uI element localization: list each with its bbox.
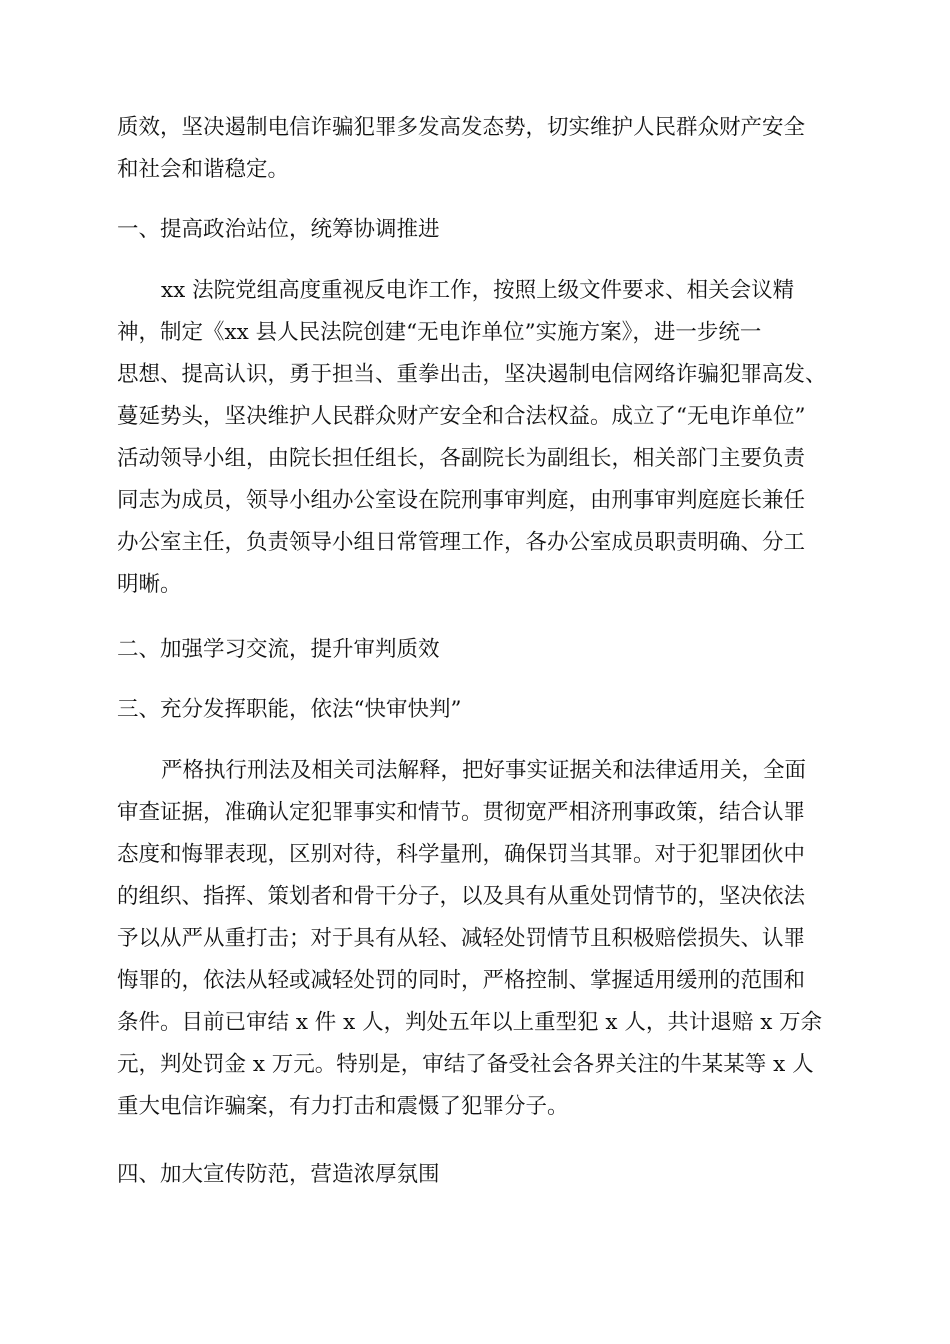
paragraph-line: 条件。目前已审结 x 件 x 人，判处五年以上重型犯 x 人，共计退赔 x 万余: [117, 1010, 823, 1035]
section-heading-4: 四、加大宣传防范，营造浓厚氛围: [117, 1162, 440, 1187]
paragraph-line: 蔓延势头，坚决维护人民群众财产安全和合法权益。成立了“无电诈单位”: [117, 404, 806, 429]
paragraph-continuation-line: 和社会和谐稳定。: [117, 157, 290, 182]
paragraph-line: 重大电信诈骗案，有力打击和震慑了犯罪分子。: [117, 1094, 569, 1119]
paragraph-line: 予以从严从重打击；对于具有从轻、减轻处罚情节且积极赔偿损失、认罪: [117, 926, 806, 951]
paragraph-line: 思想、提高认识，勇于担当、重拳出击，坚决遏制电信网络诈骗犯罪高发、: [117, 362, 827, 387]
paragraph-line: 严格执行刑法及相关司法解释，把好事实证据关和法律适用关，全面: [161, 758, 807, 783]
paragraph-line: 态度和悔罪表现，区别对待，科学量刑，确保罚当其罪。对于犯罪团伙中: [117, 842, 806, 867]
paragraph-line: 的组织、指挥、策划者和骨干分子，以及具有从重处罚情节的，坚决依法: [117, 884, 806, 909]
paragraph-line: 元，判处罚金 x 万元。特别是，审结了备受社会各界关注的牛某某等 x 人: [117, 1052, 814, 1077]
paragraph-line: 同志为成员，领导小组办公室设在院刑事审判庭，由刑事审判庭庭长兼任: [117, 488, 806, 513]
paragraph-line: xx 法院党组高度重视反电诈工作，按照上级文件要求、相关会议精: [161, 278, 795, 303]
paragraph-line: 活动领导小组，由院长担任组长，各副院长为副组长，相关部门主要负责: [117, 446, 806, 471]
section-heading-3: 三、充分发挥职能，依法“快审快判”: [117, 697, 462, 722]
paragraph-line: 悔罪的，依法从轻或减轻处罚的同时，严格控制、掌握适用缓刑的范围和: [117, 968, 806, 993]
paragraph-line: 审查证据，准确认定犯罪事实和情节。贯彻宽严相济刑事政策，结合认罪: [117, 800, 806, 825]
paragraph-line: 办公室主任，负责领导小组日常管理工作，各办公室成员职责明确、分工: [117, 530, 806, 555]
paragraph-continuation-line: 质效，坚决遏制电信诈骗犯罪多发高发态势，切实维护人民群众财产安全: [117, 115, 806, 140]
section-heading-1: 一、提高政治站位，统筹协调推进: [117, 217, 440, 242]
paragraph-line: 明晰。: [117, 572, 182, 597]
paragraph-line: 神，制定《xx 县人民法院创建“无电诈单位”实施方案》，进一步统一: [117, 320, 762, 345]
section-heading-2: 二、加强学习交流，提升审判质效: [117, 637, 440, 662]
